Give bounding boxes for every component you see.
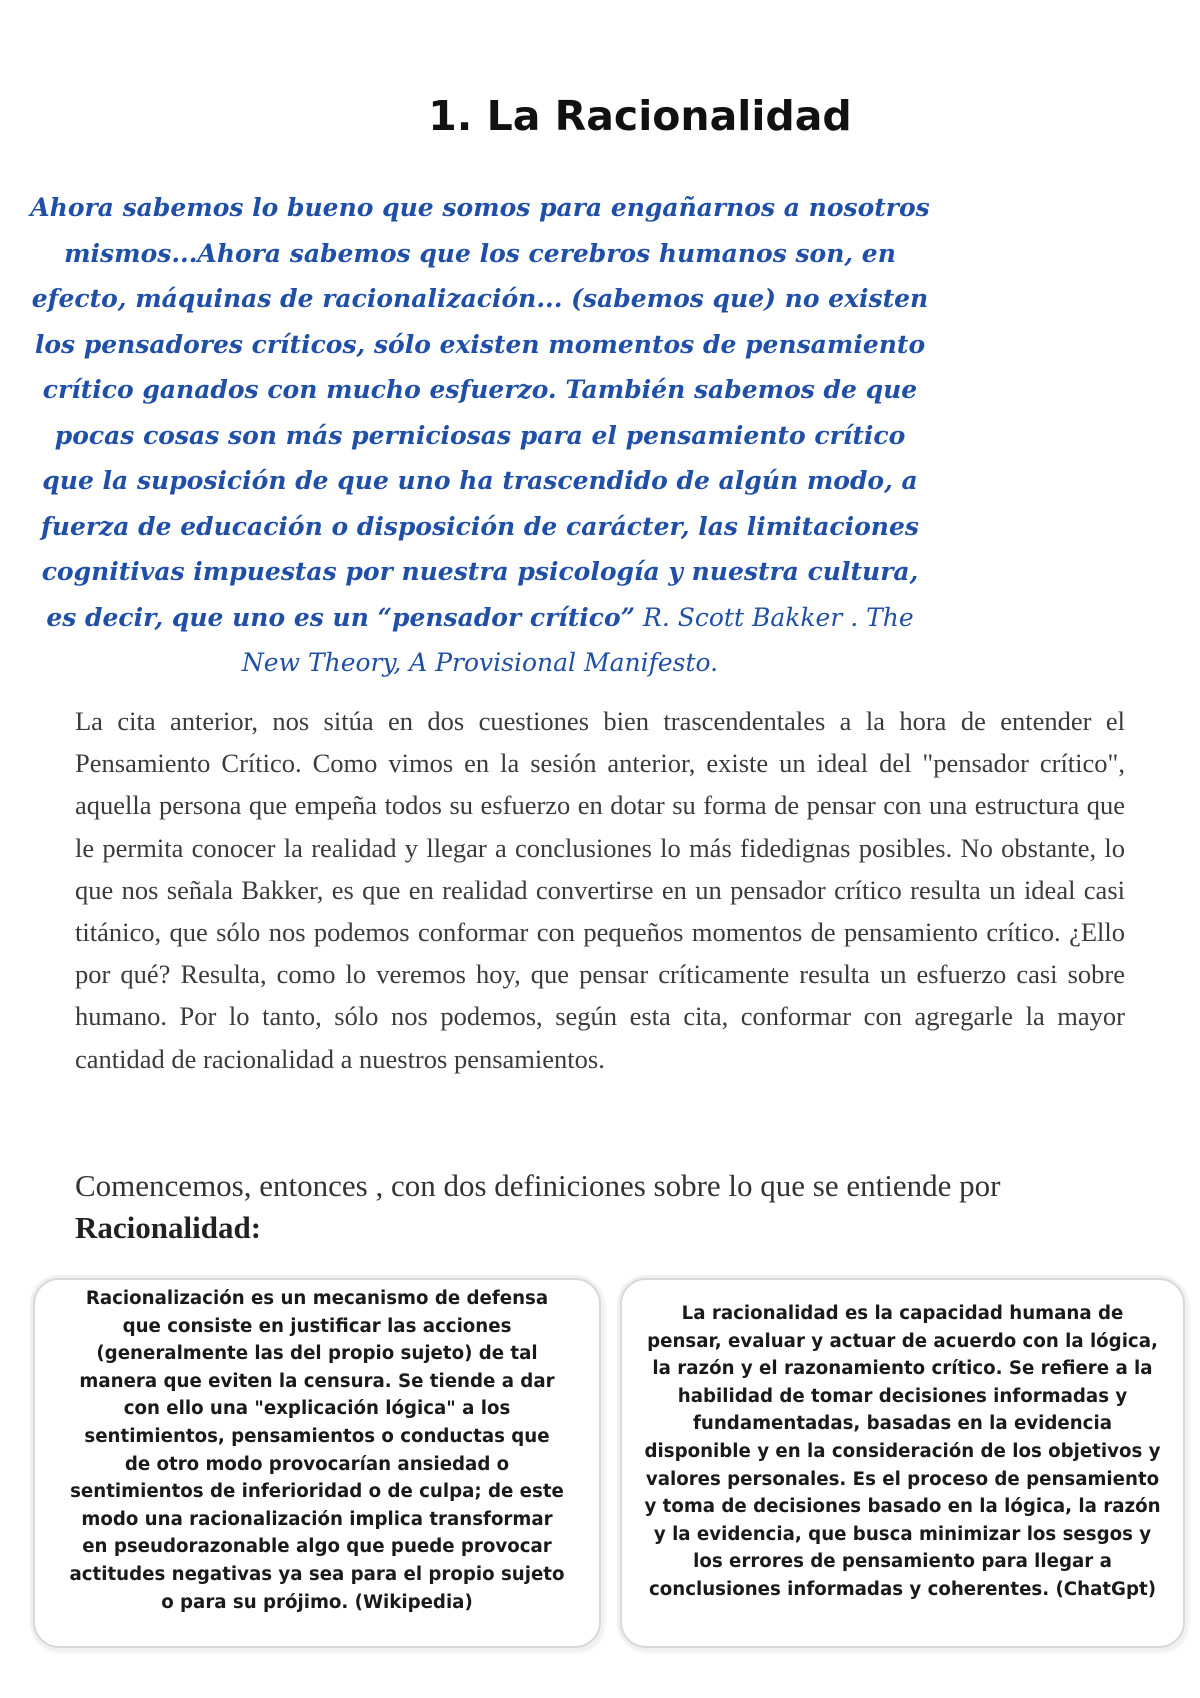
quote-text: Ahora sabemos lo bueno que somos para engañarnos a nosotros mismos...Ahora sabemos que los cerebros humanos son, en efecto, máquinas de racionalización... (sabemos que) no existen los pensadores críticos, sólo existen momentos de pensamiento crítico ganados con mucho esfuerzo. También sabemos de que pocas cosas son más perniciosas para el pensamiento crítico que la suposición de que uno ha trascendido de algún modo, a fuerza de educación o disposición de carácter, las limitaciones cognitivas impuestas por nuestra psicología y nuestra cultura, es decir, que uno es un “pensador crítico” — [30, 193, 930, 632]
definitions-intro — [75, 1165, 1135, 1249]
body-paragraph: La cita anterior, nos sitúa en dos cuestiones bien trascendentales a la hora de entender el Pensamiento Crítico. Como vimos en la sesión anterior, existe un ideal del "pensador crítico", aquella persona que empeña todos su esfuerzo en dotar su forma de pensar con una estructura que le permita conocer la realidad y llegar a conclusiones lo más fidedignas posibles. No obstante, lo que nos señala Bakker, es que en realidad convertirse en un pensador crítico resulta un ideal casi titánico, que sólo nos podemos conformar con pequeños momentos de pensamiento crítico. ¿Ello por qué? Resulta, como lo veremos hoy, que pensar críticamente resulta un esfuerzo casi sobre humano. Por lo tanto, sólo nos podemos, según esta cita, conformar con agregarle la mayor cantidad de racionalidad a nuestros pensamientos. — [75, 706, 1125, 1074]
definition-box-racionalidad — [620, 1278, 1185, 1648]
page-title: 1. La Racionalidad — [428, 92, 852, 140]
quote-citation: R. Scott Bakker . The New Theory, A Provisional Manifesto. — [241, 602, 914, 677]
intro-term: Racionalidad: — [75, 1210, 262, 1245]
definition-text-racionalizacion: Racionalización es un mecanismo de defensa que consiste en justificar las acciones (generalmente las del propio sujeto) de tal manera que eviten la censura. Se tiende a dar con ello una "explicación lógica" a los sentimientos, pensamientos o conductas que de otro modo provocarían ansiedad o sentimientos de inferioridad o de culpa; de este modo una racionalización implica transformar en pseudorazonable algo que puede provocar actitudes negativas ya sea para el propio sujeto o para su prójimo. (Wikipedia) — [69, 1288, 565, 1613]
blockquote — [30, 185, 930, 686]
intro-text: Comencemos, entonces , con dos definiciones sobre lo que se entiende por — [75, 1168, 1001, 1203]
definition-box-racionalizacion — [33, 1278, 601, 1648]
definition-text-racionalidad: La racionalidad es la capacidad humana de pensar, evaluar y actuar de acuerdo con la lógica, la razón y el razonamiento crítico. Se refiere a la habilidad de tomar decisiones informadas y fundamentadas, basadas en la evidencia disponible y en la consideración de los objetivos y valores personales. Es el proceso de pensamiento y toma de decisiones basado en la lógica, la razón y la evidencia, que busca minimizar los sesgos y los errores de pensamiento para llegar a conclusiones informadas y coherentes. (ChatGpt) — [644, 1303, 1161, 1600]
